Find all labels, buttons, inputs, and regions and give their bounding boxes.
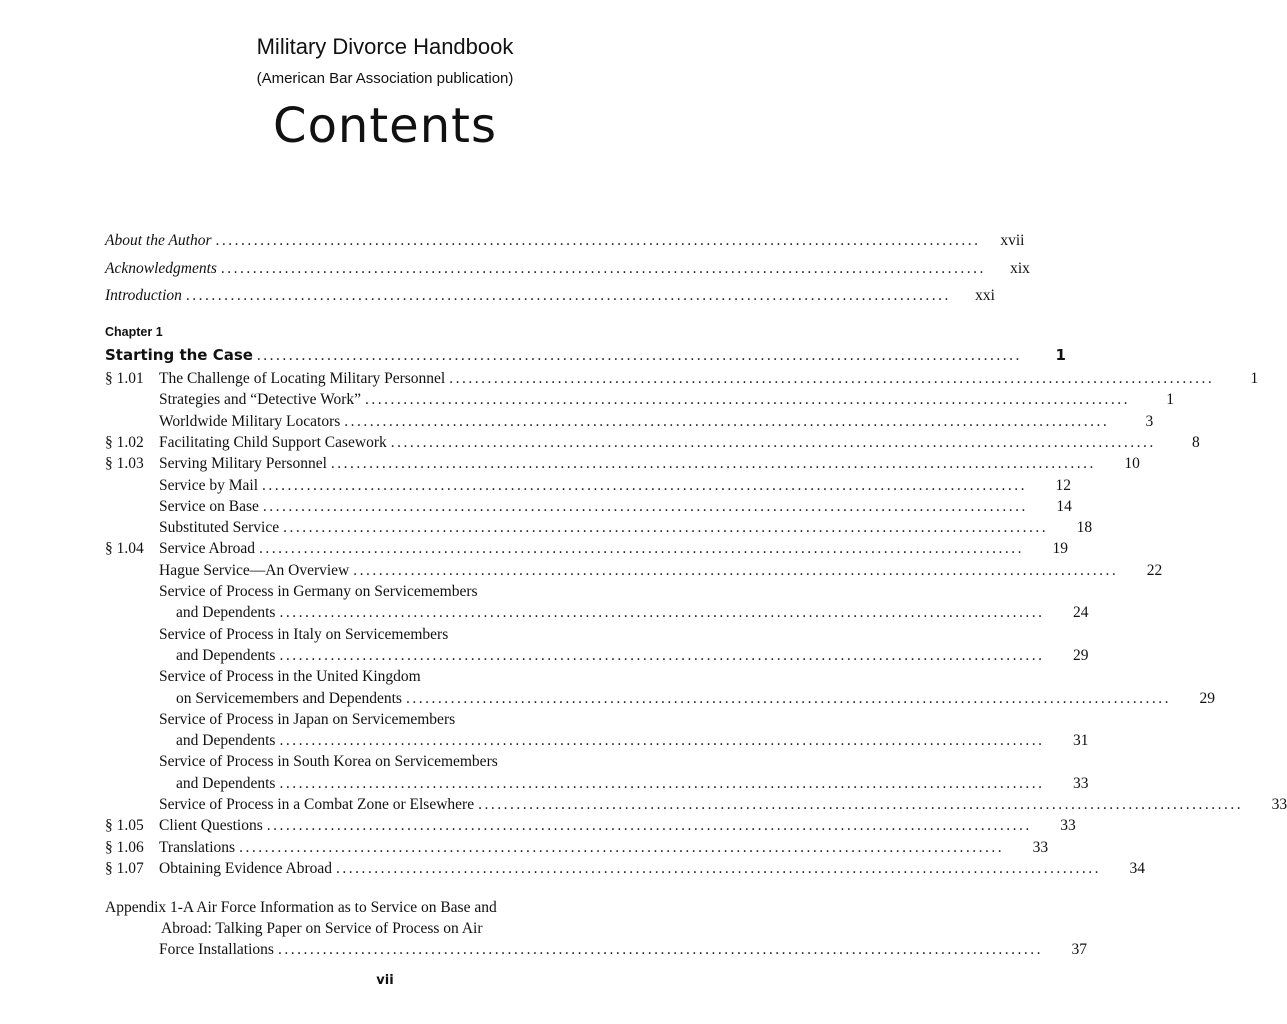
appendix-line: Abroad: Talking Paper on Service of Process on Air (161, 920, 483, 937)
toc-entry[interactable] (105, 581, 656, 602)
toc-entry-text: Acknowledgments (105, 260, 217, 277)
leader-dots: ........................................................................................................................ (256, 347, 1022, 364)
toc-entry[interactable] (105, 837, 1049, 858)
toc-entry[interactable] (105, 475, 1072, 496)
toc-entry-text: and Dependents (176, 774, 276, 792)
leader-dots: ........................................................................................................................ (390, 433, 1156, 451)
toc-page-number: xix (1010, 260, 1030, 277)
chapter-label: Chapter 1 (105, 325, 163, 339)
toc-page-number: 33 (1032, 838, 1049, 856)
leader-dots: ........................................................................................................................ (405, 689, 1171, 707)
toc-entry[interactable] (105, 666, 656, 687)
toc-page-number: 3 (1145, 412, 1154, 430)
toc-entry-text: Force Installations (159, 941, 274, 958)
toc-entry-text: Worldwide Military Locators (159, 412, 341, 430)
chapter-title[interactable] (105, 345, 1066, 366)
toc-entry-text: Service of Process in South Korea on Servicemembers (159, 753, 498, 771)
toc-page-number: 12 (1055, 476, 1072, 494)
toc-page-number: 29 (1199, 689, 1215, 707)
toc-entry-text: Service of Process in Italy on Servicemembers (159, 625, 449, 643)
handbook-subtitle: (American Bar Association publication) (256, 70, 514, 87)
table-of-contents (105, 0, 1287, 1024)
toc-entry-text: and Dependents (176, 604, 276, 622)
leader-dots: ........................................................................................................................ (185, 287, 951, 304)
toc-entry-text: Service of Process in Japan on Servicemembers (159, 710, 456, 728)
toc-entry-text: Facilitating Child Support Casework (159, 433, 387, 451)
toc-entry[interactable] (105, 688, 1215, 709)
toc-entry[interactable] (105, 751, 656, 772)
toc-entry[interactable] (105, 517, 1093, 538)
leader-dots: ........................................................................................................................ (266, 817, 1032, 835)
toc-entry-text: Service by Mail (159, 476, 259, 494)
toc-page-number: 33 (1271, 796, 1287, 813)
toc-entry[interactable] (105, 538, 1068, 559)
toc-page-number: 24 (1072, 604, 1089, 622)
toc-entry-text: Service Abroad (159, 540, 255, 558)
toc-page-number: 34 (1129, 859, 1146, 877)
toc-entry[interactable] (105, 389, 1175, 410)
toc-entry[interactable] (105, 602, 1089, 623)
leader-dots: ........................................................................................................................ (239, 838, 1005, 856)
toc-entry[interactable] (105, 645, 1089, 666)
toc-entry-text: Service of Process in the United Kingdom (159, 668, 421, 686)
toc-entry-text: Strategies and “Detective Work” (159, 391, 362, 409)
toc-entry[interactable] (105, 730, 1089, 751)
leader-dots: ........................................................................................................................ (215, 232, 981, 249)
leader-dots: ........................................................................................................................ (478, 796, 1244, 813)
leader-dots: ........................................................................................................................ (449, 370, 1215, 387)
appendix-line[interactable]: Appendix 1-A Air Force Information as to Service on Base and (105, 899, 497, 916)
toc-entry-text: Starting the Case (105, 346, 253, 364)
toc-entry[interactable] (105, 411, 1154, 432)
leader-dots: ........................................................................................................................ (220, 260, 986, 277)
toc-entry-text: About the Author (105, 232, 212, 249)
toc-page-number: 18 (1076, 519, 1093, 537)
leader-dots: ........................................................................................................................ (353, 561, 1119, 579)
toc-page-number: 33 (1060, 817, 1076, 835)
toc-entry-text: Obtaining Evidence Abroad (159, 859, 333, 877)
leader-dots: ........................................................................................................................ (279, 732, 1045, 750)
toc-page-number: 29 (1072, 646, 1089, 664)
section-number: § 1.03 (105, 455, 144, 473)
toc-entry[interactable] (105, 773, 1089, 794)
contents-heading: Contents (273, 98, 497, 154)
toc-entry[interactable] (105, 560, 1163, 581)
leader-dots: ........................................................................................................................ (277, 941, 1043, 958)
toc-page-number: 1 (1055, 346, 1066, 364)
leader-dots: ........................................................................................................................ (330, 455, 1096, 473)
toc-entry[interactable] (105, 709, 656, 730)
toc-entry[interactable] (105, 432, 1200, 453)
section-number: § 1.05 (105, 817, 144, 835)
toc-page-number: 37 (1071, 941, 1087, 958)
toc-entry-text: The Challenge of Locating Military Personnel (159, 370, 446, 387)
leader-dots: ........................................................................................................................ (344, 412, 1110, 430)
leader-dots: ........................................................................................................................ (283, 519, 1049, 537)
toc-entry-text: and Dependents (176, 732, 276, 750)
toc-page-number: xvii (1000, 232, 1025, 249)
leader-dots: ........................................................................................................................ (365, 391, 1131, 409)
toc-entry-text: Substituted Service (159, 519, 280, 537)
appendix-entry[interactable] (105, 939, 1087, 960)
toc-entry[interactable] (105, 368, 1259, 389)
toc-entry-about-author[interactable] (105, 230, 1025, 251)
toc-page-number: 1 (1250, 370, 1259, 387)
toc-entry-text: Service on Base (159, 497, 259, 515)
toc-entry-text: Serving Military Personnel (159, 455, 327, 473)
section-number: § 1.06 (105, 838, 144, 856)
toc-entry-text: Introduction (105, 287, 182, 304)
toc-entry[interactable] (105, 815, 1076, 836)
toc-page-number: 8 (1192, 433, 1200, 451)
toc-entry[interactable] (105, 858, 1146, 879)
leader-dots: ........................................................................................................................ (279, 604, 1045, 622)
toc-entry-text: Service of Process in a Combat Zone or Elsewhere (159, 796, 475, 813)
toc-page-number: 31 (1072, 732, 1089, 750)
toc-entry-text: Service of Process in Germany on Servicemembers (159, 583, 478, 600)
toc-page-number: 33 (1072, 774, 1089, 792)
leader-dots: ........................................................................................................................ (279, 646, 1045, 664)
page-number: vii (376, 973, 394, 988)
toc-page-number: 14 (1056, 497, 1072, 515)
leader-dots: ........................................................................................................................ (262, 476, 1028, 494)
section-number: § 1.04 (105, 540, 144, 558)
toc-entry-text: on Servicemembers and Dependents (176, 689, 402, 707)
toc-entry-text: Hague Service—An Overview (159, 561, 350, 579)
toc-entry-text: and Dependents (176, 646, 276, 664)
toc-entry[interactable] (105, 624, 656, 645)
toc-entry-introduction[interactable] (105, 285, 995, 306)
toc-entry-text: Translations (159, 838, 236, 856)
section-number: § 1.01 (105, 370, 144, 387)
toc-entry[interactable] (105, 453, 1140, 474)
toc-page-number: 10 (1124, 455, 1140, 473)
toc-page-number: 1 (1166, 391, 1175, 409)
section-number: § 1.07 (105, 859, 144, 877)
toc-entry-text: Client Questions (159, 817, 263, 835)
leader-dots: ........................................................................................................................ (279, 774, 1045, 792)
toc-entry-acknowledgments[interactable] (105, 258, 1030, 279)
toc-page-number: 22 (1146, 561, 1163, 579)
leader-dots: ........................................................................................................................ (262, 497, 1028, 515)
toc-page-number: 19 (1052, 540, 1068, 558)
toc-entry[interactable] (105, 794, 1287, 815)
leader-dots: ........................................................................................................................ (336, 859, 1102, 877)
toc-page-number: xxi (975, 287, 995, 304)
leader-dots: ........................................................................................................................ (258, 540, 1024, 558)
handbook-title: Military Divorce Handbook (256, 34, 514, 59)
toc-entry[interactable] (105, 496, 1072, 517)
section-number: § 1.02 (105, 433, 144, 451)
